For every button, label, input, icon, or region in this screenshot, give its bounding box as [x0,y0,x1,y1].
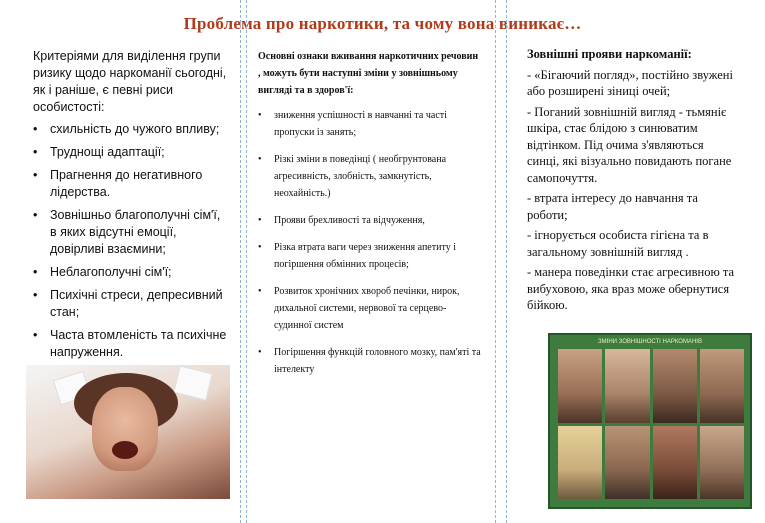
face-photo [558,426,602,500]
list-item: • Часта втомленість та психічне напруження. [33,327,229,361]
list-item: • Психічні стреси, депресивний стан; [33,287,229,321]
face-photo [700,349,744,423]
addicts-faces-collage [548,333,752,509]
face-photo [653,426,697,500]
list-item: • зниження успішності в навчанні та часті пропуски із занять; [258,107,483,141]
column-guide-2 [246,0,247,523]
list-item: • Прояви брехливості та відчуження, [258,212,483,229]
screaming-mouth [112,441,138,459]
face-photo [653,349,697,423]
crumpled-paper-right [173,365,213,400]
usage-signs-heading: Основні ознаки вживання наркотичних речовин , можуть бути наступні зміни у зовнішньому вигляді та в здоров'ї: [258,51,479,96]
list-item: • Погіршення функцій головного мозку, пам'яті та інтелекту [258,344,483,378]
list-item: • Неблагополучні сім'ї; [33,264,229,281]
stressed-woman-photo [26,365,230,499]
usage-signs-column [258,44,483,388]
page-title: Проблема про наркотики, та чому вона виникає… [183,14,582,33]
external-signs-column [527,44,735,318]
list-item: • Різкі зміни в поведінці ( необгрунтована агресивність, злобність, замкнутість, неохайність.) [258,151,483,202]
face-photo [558,349,602,423]
list-item: • Прагнення до негативного лідерства. [33,167,229,201]
column-guide-1 [240,0,241,523]
risk-criteria-list [33,121,229,361]
risk-criteria-intro: Критеріями для виділення групи ризику щодо наркоманії сьогодні, як і раніше, є певні риси особистості: [33,49,227,114]
list-item: - манера поведінки стає агресивною та вибуховою, яка враз може обернутися бійкою. [527,265,735,312]
column-guide-4 [506,0,507,523]
list-item: • Зовнішньо благополучні сім'ї, в яких відсутні емоції, довірливі взаємини; [33,207,229,258]
face-photo [700,426,744,500]
face-photo [605,426,649,500]
list-item: - ігнорується особиста гігієна та в загальному зовнішній вигляд . [527,228,709,259]
list-item: • Розвиток хронічних хвороб печінки, нирок, дихальної системи, нервової та серцево- судинної систем [258,283,483,334]
usage-signs-list [258,107,483,378]
list-item: - Поганий зовнішній вигляд - тьмяніє шкіра, стає блідою з синюватим відтінком. Під очима з'являються синці, які візуально повидають погане самопочуття. [527,104,732,185]
list-item: • схильність до чужого впливу; [33,121,229,138]
column-guide-3 [495,0,496,523]
list-item: • Різка втрата ваги через зниження апетиту і погіршення обмінних процесів; [258,239,483,273]
list-item: - втрата інтересу до навчання та роботи; [527,191,698,222]
faces-grid [558,349,744,499]
risk-criteria-column [33,44,229,367]
face-photo [605,349,649,423]
external-signs-heading: Зовнішні прояви наркоманії: [527,47,692,61]
list-item: - «Бігаючий погляд», постійно звужені або розширені зіниці очей; [527,67,733,98]
list-item: • Труднощі адаптації; [33,144,229,161]
collage-caption: ЗМІНИ ЗОВНІШНОСТІ НАРКОМАНІВ [598,339,702,345]
